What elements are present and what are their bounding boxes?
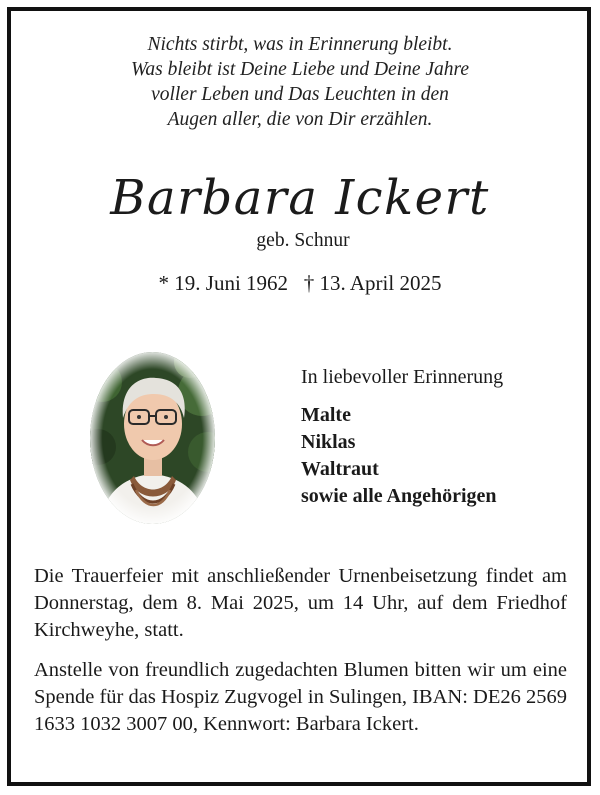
- mourners-list: [301, 402, 497, 510]
- memorial-poem: [0, 32, 600, 132]
- poem-line: Nichts stirbt, was in Erinnerung bleibt.: [147, 34, 453, 55]
- memorial-heading: In liebevoller Erinnerung: [301, 366, 504, 388]
- life-dates: * 19. Juni 1962 † 13. April 2025: [158, 271, 442, 295]
- deceased-name: Barbara Ickert: [110, 170, 490, 226]
- poem-line: Was bleibt ist Deine Liebe und Deine Jahre: [130, 59, 470, 80]
- mourner-name: Waltraut: [301, 458, 379, 480]
- donation-notice: Anstelle von freundlich zugedachten Blumen bitten wir um eine Spende für das Hospiz Zugvogel in Sulingen, IBAN: DE26 2569 1633 1032 3007 00, Kennwort: Barbara Ickert.: [34, 659, 567, 735]
- portrait-photo: [90, 352, 215, 524]
- mourner-name: Malte: [301, 404, 351, 426]
- birth-name: geb. Schnur: [256, 230, 350, 251]
- mourner-name: Niklas: [301, 431, 356, 453]
- funeral-ceremony-notice: Die Trauerfeier mit anschließender Urnenbeisetzung findet am Donnerstag, dem 8. Mai 2025, um 14 Uhr, auf dem Friedhof Kirchweyhe, statt.: [34, 565, 567, 641]
- poem-line: voller Leben und Das Leuchten in den: [151, 84, 449, 105]
- poem-line: Augen aller, die von Dir erzählen.: [167, 109, 433, 130]
- mourner-name: sowie alle Angehörigen: [301, 485, 497, 507]
